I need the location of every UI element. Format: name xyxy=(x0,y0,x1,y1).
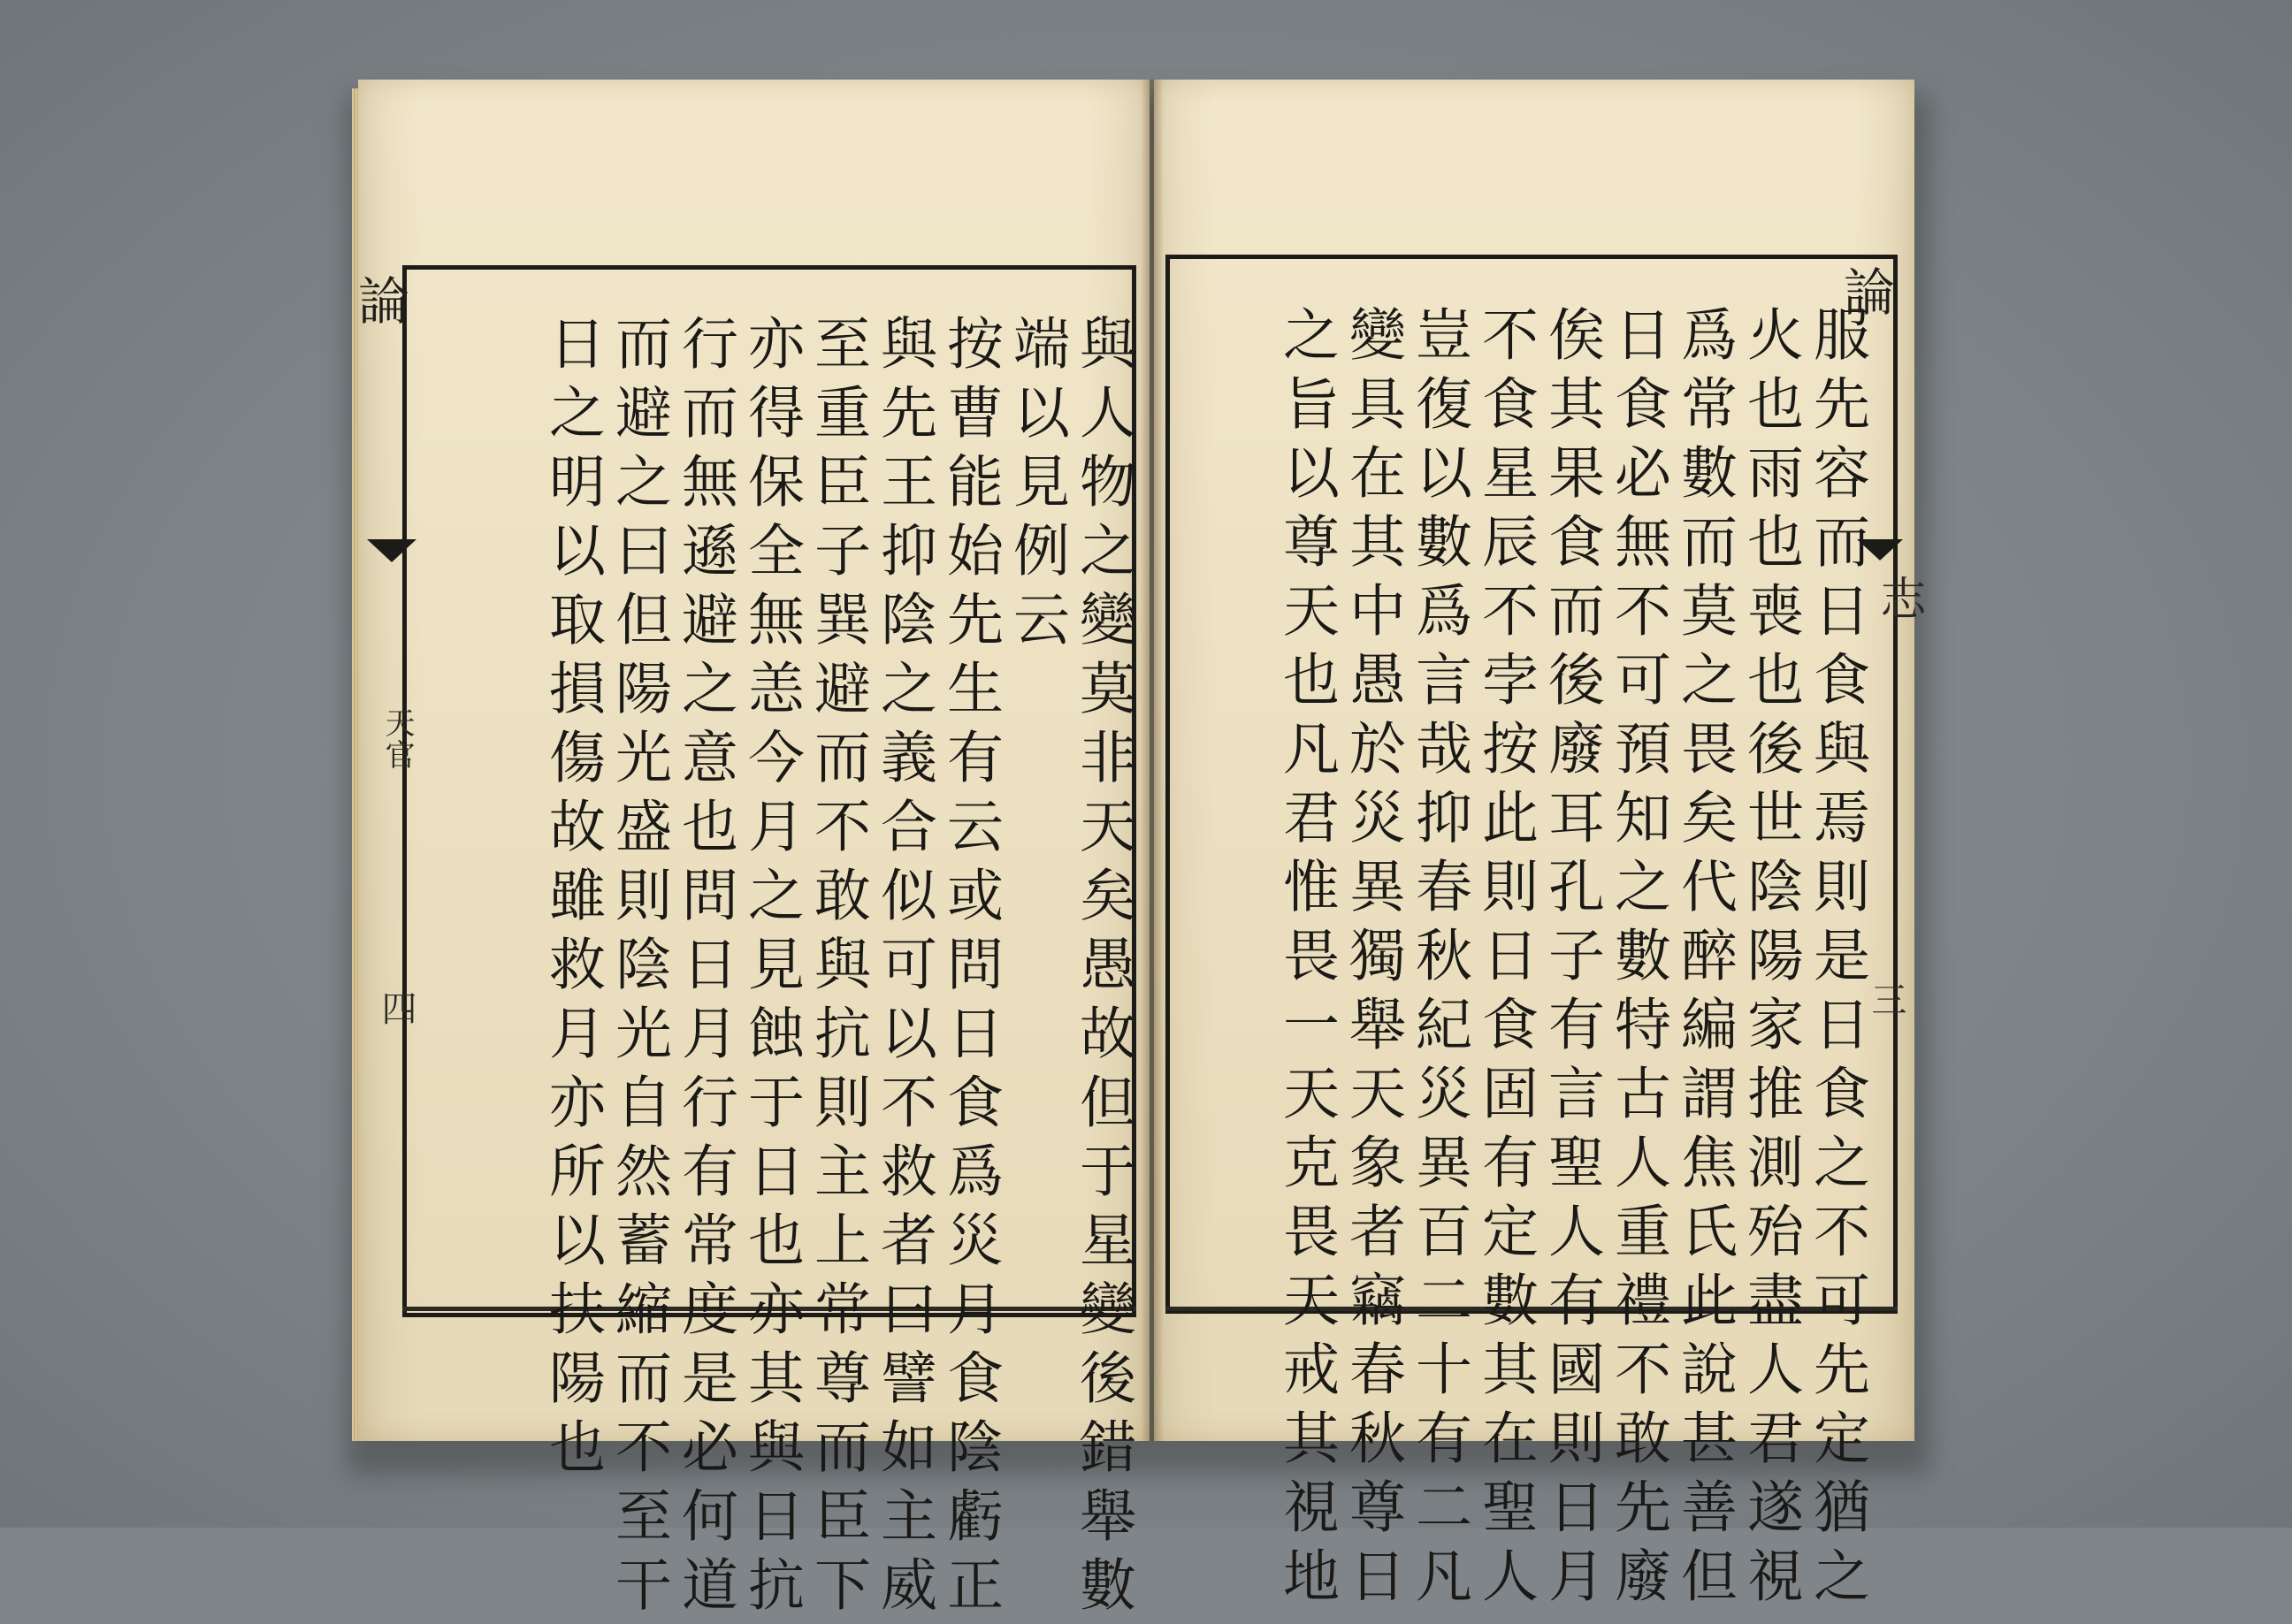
right-col-6: 不食星辰不孛按此則日食固有定數其在聖人 xyxy=(1472,305,1538,1615)
left-col-3: 按曹能始先生有云或問日食爲災月食陰虧正 xyxy=(937,314,1003,1624)
right-col-1: 服先容而日食與焉則是日食之不可先定猶之 xyxy=(1804,305,1869,1615)
left-section-label: 天官 xyxy=(379,707,415,771)
right-section-label: 志 xyxy=(1872,575,1925,622)
right-margin-title: 論 xyxy=(1835,265,1895,322)
left-col-2: 端以見例云 xyxy=(1004,314,1069,659)
book-gutter xyxy=(1141,80,1164,1441)
right-col-8: 變具在其中愚於災異獨舉天象者竊春秋尊日 xyxy=(1340,305,1405,1615)
left-margin-title: 論 xyxy=(349,274,409,331)
left-fishtail-mark xyxy=(367,539,416,562)
right-col-2: 火也雨也喪也後世陰陽家推測殆盡人君遂視 xyxy=(1738,305,1803,1615)
right-col-5: 俟其果食而後廢耳孔子有言聖人有國則日月 xyxy=(1539,305,1604,1615)
left-col-8: 而避之曰但陽光盛則陰光自然蓄縮而不至干 xyxy=(606,314,671,1624)
left-col-4: 與先王抑陰之義合似可以不救者曰譬如主威 xyxy=(871,314,936,1624)
left-col-7: 行而無遜避之意也問日月行有常度是必何道 xyxy=(672,314,737,1624)
left-page-number: 四 xyxy=(376,990,416,1027)
right-col-3: 爲常數而莫之畏矣代醉編謂焦氏此說甚善但 xyxy=(1671,305,1737,1615)
right-page-number: 三 xyxy=(1866,981,1906,1018)
left-col-6: 亦得保全無恙今月之見蝕于日也亦其與日抗 xyxy=(738,314,804,1624)
right-col-9: 之旨以尊天也凡君惟畏一天克畏天戒其視地 xyxy=(1273,305,1339,1615)
right-col-7: 豈復以數爲言哉抑春秋紀災異百二十有二凡 xyxy=(1406,305,1471,1615)
right-col-4: 日食必無不可預知之數特古人重禮不敢先廢 xyxy=(1605,305,1670,1615)
left-col-1: 與人物之變莫非天矣愚故但于星變後錯舉數 xyxy=(1070,314,1135,1624)
left-col-5: 至重臣子巽避而不敢與抗則主上常尊而臣下 xyxy=(805,314,870,1624)
left-col-9: 日之明以取損傷故雖救月亦所以扶陽也 xyxy=(539,314,605,1486)
